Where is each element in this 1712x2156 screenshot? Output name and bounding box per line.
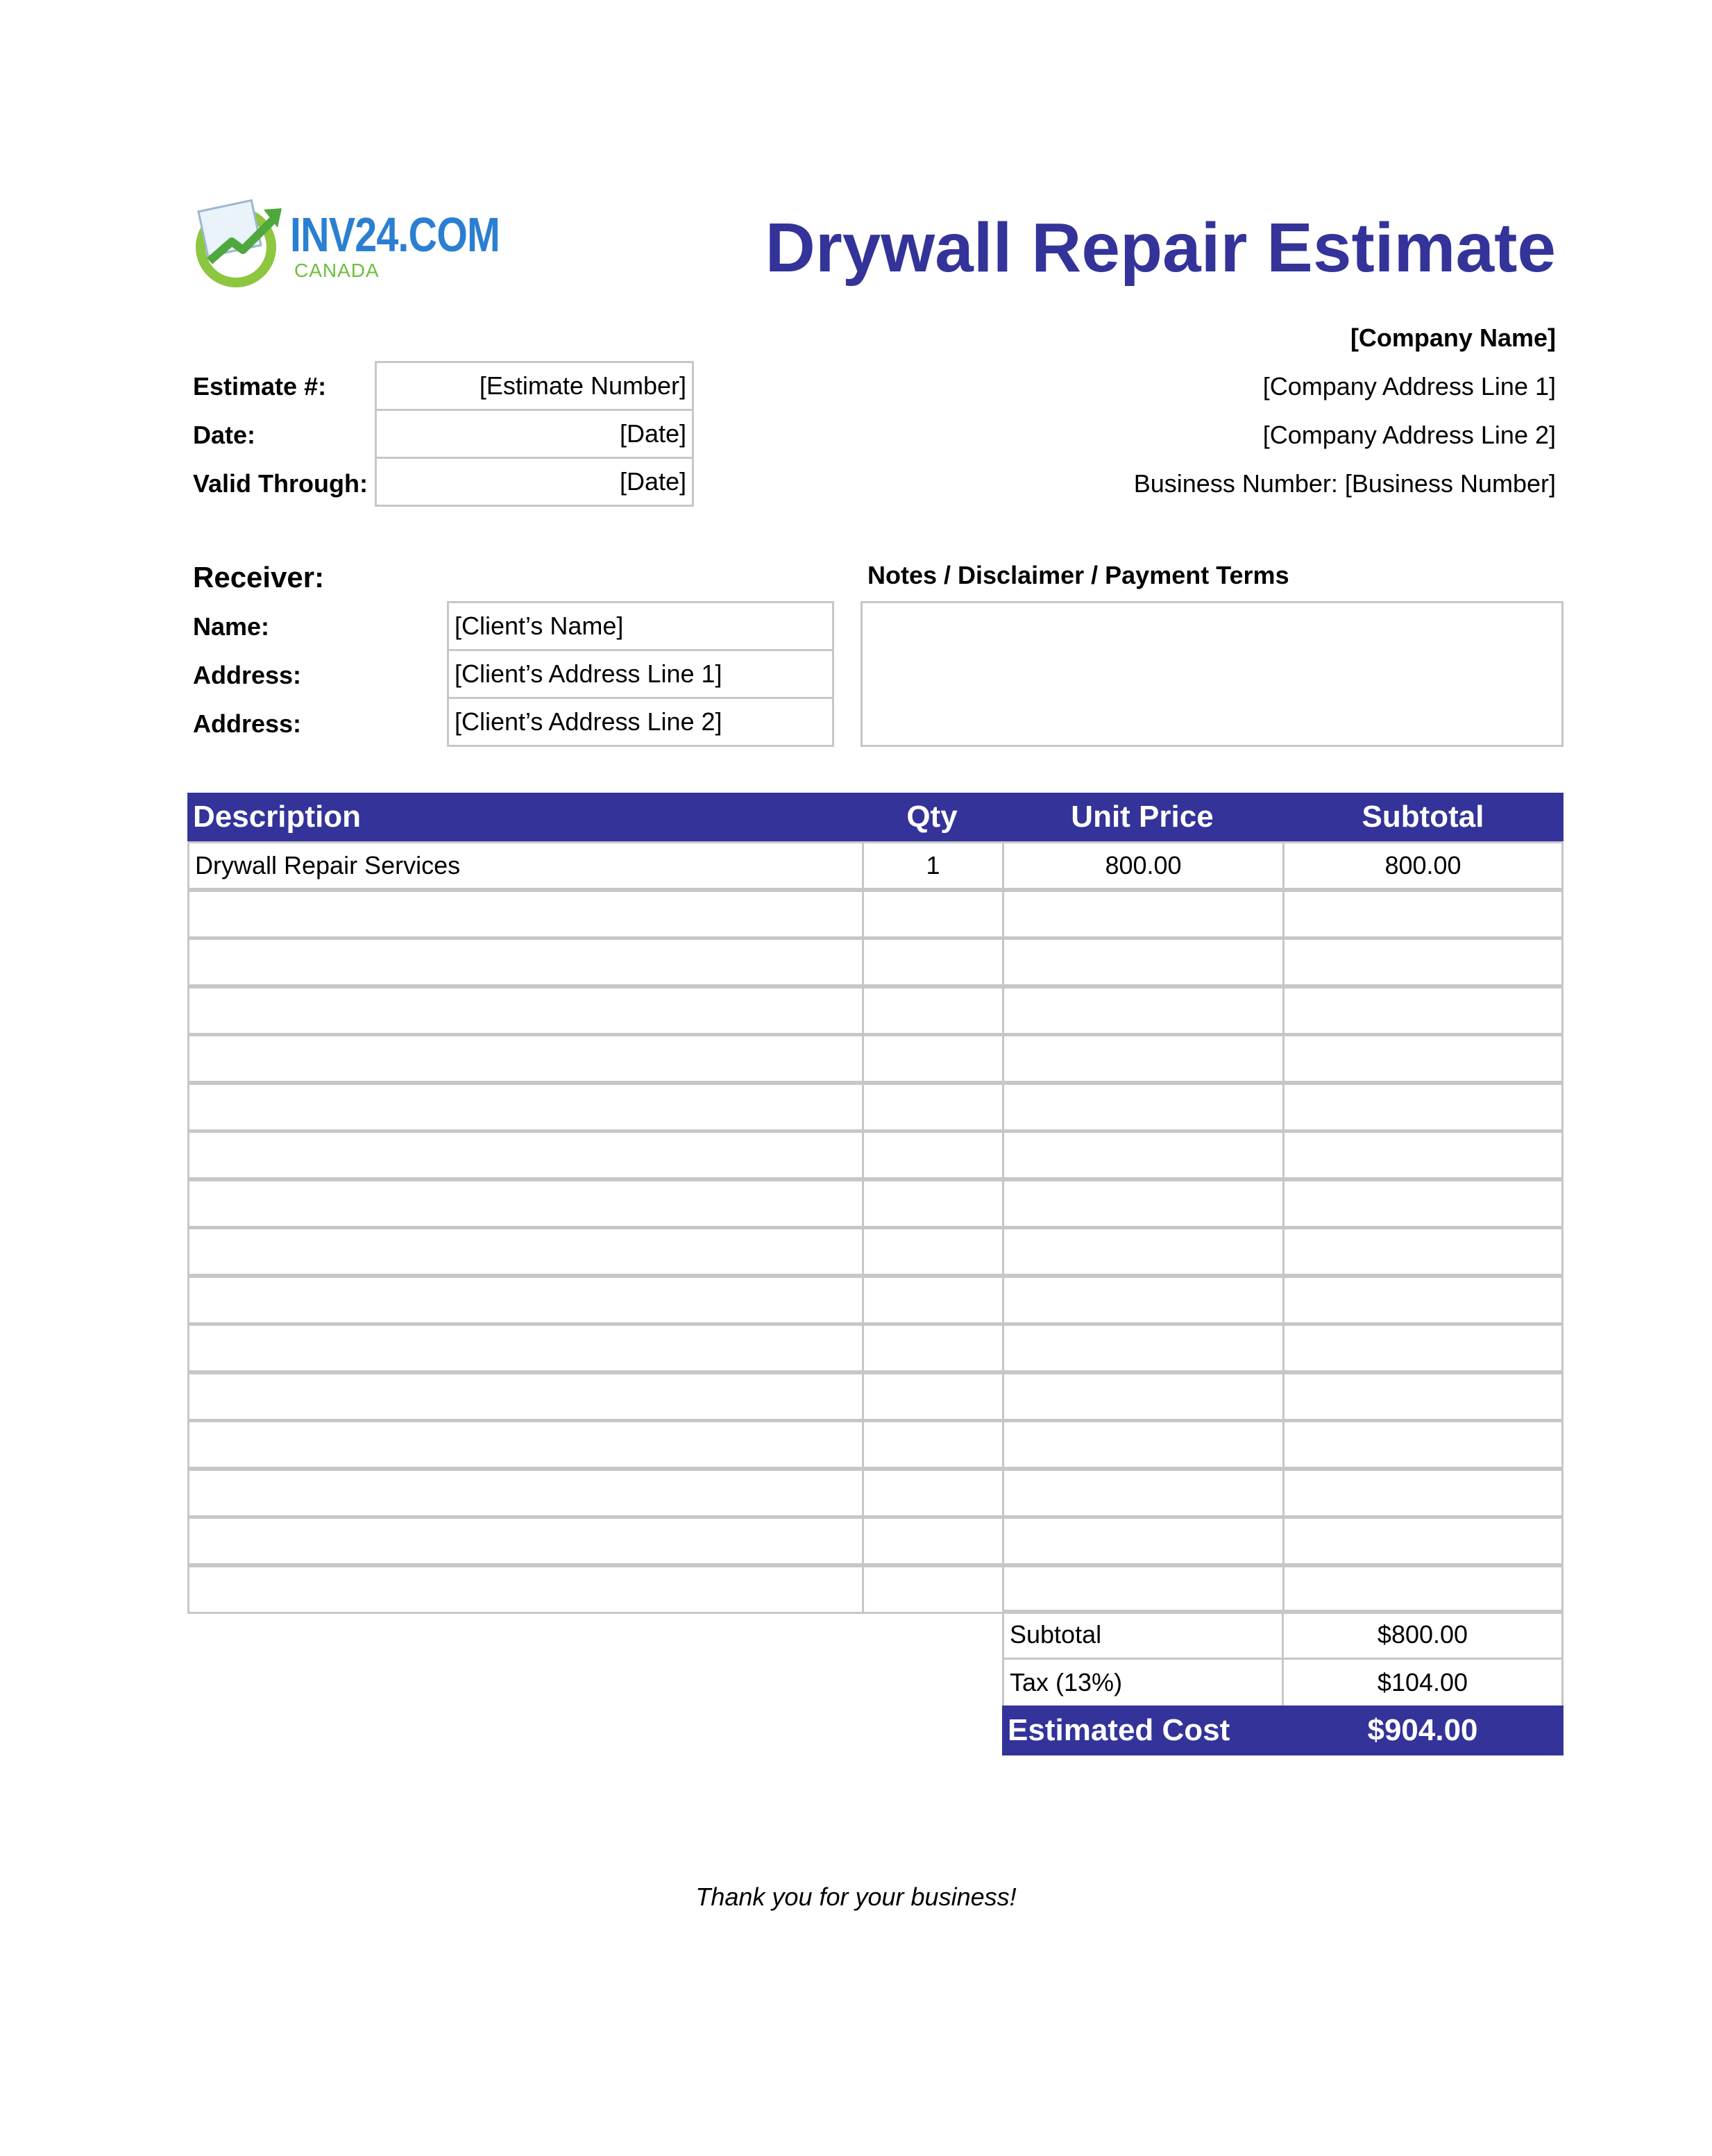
cell-unit-price[interactable] (1002, 1517, 1285, 1565)
client-address-2-field[interactable]: [Client’s Address Line 2] (447, 697, 834, 747)
table-row (187, 938, 1563, 986)
cell-qty[interactable] (862, 1276, 1004, 1324)
cell-qty[interactable] (862, 1034, 1004, 1083)
valid-through-label: Valid Through: (193, 469, 368, 498)
cell-subtotal[interactable] (1282, 986, 1563, 1035)
client-address-1-label: Address: (193, 661, 302, 689)
cell-unit-price[interactable] (1002, 1420, 1285, 1469)
cell-description[interactable] (187, 938, 864, 986)
cell-unit-price[interactable] (1002, 1227, 1285, 1276)
cell-qty[interactable] (862, 1469, 1004, 1517)
cell-description[interactable]: Drywall Repair Services (187, 841, 864, 890)
cell-qty[interactable] (862, 1420, 1004, 1469)
cell-qty[interactable] (862, 890, 1004, 938)
table-row (187, 1227, 1563, 1275)
cell-subtotal[interactable] (1282, 1324, 1563, 1372)
cell-subtotal[interactable] (1282, 938, 1563, 986)
company-address-2: [Company Address Line 2] (1262, 421, 1556, 449)
table-row (187, 1469, 1563, 1517)
cell-subtotal[interactable] (1282, 1179, 1563, 1228)
page-title: Drywall Repair Estimate (765, 209, 1556, 287)
subtotal-label: Subtotal (1002, 1610, 1284, 1660)
client-address-1-field[interactable]: [Client’s Address Line 1] (447, 649, 834, 699)
tax-label: Tax (13%) (1002, 1658, 1284, 1708)
cell-unit-price[interactable] (1002, 1179, 1285, 1228)
cell-description[interactable] (187, 1517, 864, 1565)
cell-qty[interactable] (862, 986, 1004, 1035)
estimated-cost-label: Estimated Cost (1008, 1713, 1230, 1747)
cell-unit-price[interactable] (1002, 1276, 1285, 1324)
table-row (187, 1420, 1563, 1468)
cell-description[interactable] (187, 1276, 864, 1324)
table-row (187, 1324, 1563, 1372)
cell-description[interactable] (187, 1179, 864, 1228)
cell-unit-price[interactable] (1002, 890, 1285, 938)
estimate-number-label: Estimate #: (193, 372, 327, 401)
cell-unit-price[interactable] (1002, 1131, 1285, 1179)
cell-subtotal[interactable] (1282, 1565, 1563, 1614)
cell-unit-price[interactable] (1002, 938, 1285, 986)
cell-description[interactable] (187, 1083, 864, 1131)
estimate-number-field[interactable]: [Estimate Number] (375, 361, 694, 411)
logo-subtext: CANADA (294, 260, 380, 281)
cell-unit-price[interactable] (1002, 1565, 1285, 1614)
cell-qty[interactable] (862, 1131, 1004, 1179)
table-row (187, 890, 1563, 938)
cell-description[interactable] (187, 1131, 864, 1179)
date-field[interactable]: [Date] (375, 409, 694, 459)
business-number: Business Number: [Business Number] (1133, 469, 1556, 498)
cell-description[interactable] (187, 890, 864, 938)
cell-description[interactable] (187, 986, 864, 1035)
cell-qty[interactable] (862, 1227, 1004, 1276)
cell-unit-price[interactable] (1002, 1034, 1285, 1083)
table-row (187, 1565, 1563, 1613)
header-description: Description (193, 800, 362, 834)
cell-unit-price[interactable] (1002, 1083, 1285, 1131)
client-name-field[interactable]: [Client’s Name] (447, 601, 834, 651)
cell-description[interactable] (187, 1420, 864, 1469)
cell-subtotal[interactable] (1282, 1083, 1563, 1131)
cell-qty[interactable] (862, 1179, 1004, 1228)
cell-description[interactable] (187, 1324, 864, 1372)
company-logo (189, 193, 286, 290)
cell-qty[interactable] (862, 1372, 1004, 1421)
table-row (187, 986, 1563, 1034)
table-row (187, 1276, 1563, 1324)
client-address-2-label: Address: (193, 709, 302, 738)
valid-through-field[interactable]: [Date] (375, 457, 694, 507)
cell-description[interactable] (187, 1034, 864, 1083)
cell-qty[interactable]: 1 (862, 841, 1004, 890)
cell-unit-price[interactable] (1002, 1469, 1285, 1517)
client-name-label: Name: (193, 612, 270, 641)
header-unit-price: Unit Price (1071, 800, 1214, 834)
table-row (187, 1083, 1563, 1131)
cell-unit-price[interactable] (1002, 1372, 1285, 1421)
estimated-cost-row (1002, 1706, 1563, 1755)
cell-subtotal[interactable] (1282, 1420, 1563, 1469)
cell-subtotal[interactable] (1282, 1227, 1563, 1276)
table-row (187, 841, 1563, 889)
thank-you-note: Thank you for your business! (695, 1883, 1017, 1911)
company-name: [Company Name] (1350, 323, 1556, 352)
cell-subtotal[interactable]: 800.00 (1282, 841, 1563, 890)
logo-chart-icon (189, 193, 286, 290)
cell-subtotal[interactable] (1282, 1469, 1563, 1517)
items-table-header (187, 793, 1563, 841)
notes-textarea[interactable] (861, 601, 1563, 747)
cell-description[interactable] (187, 1469, 864, 1517)
subtotal-value: $800.00 (1282, 1610, 1563, 1660)
table-row (187, 1034, 1563, 1082)
logo-text: INV24.COM (290, 208, 500, 262)
cell-qty[interactable] (862, 938, 1004, 986)
cell-qty[interactable] (862, 1517, 1004, 1565)
cell-qty[interactable] (862, 1083, 1004, 1131)
cell-qty[interactable] (862, 1324, 1004, 1372)
cell-unit-price[interactable]: 800.00 (1002, 841, 1285, 890)
date-label: Date: (193, 421, 256, 449)
cell-unit-price[interactable] (1002, 1324, 1285, 1372)
notes-heading: Notes / Disclaimer / Payment Terms (867, 561, 1289, 589)
cell-description[interactable] (187, 1565, 864, 1614)
cell-unit-price[interactable] (1002, 986, 1285, 1035)
cell-subtotal[interactable] (1282, 1517, 1563, 1565)
tax-value: $104.00 (1282, 1658, 1563, 1708)
receiver-heading: Receiver: (193, 561, 325, 593)
cell-subtotal[interactable] (1282, 1372, 1563, 1421)
company-address-1: [Company Address Line 1] (1262, 372, 1556, 401)
table-row (187, 1179, 1563, 1227)
table-row (187, 1517, 1563, 1565)
table-row (187, 1131, 1563, 1179)
cell-subtotal[interactable] (1282, 1276, 1563, 1324)
header-subtotal: Subtotal (1362, 800, 1484, 834)
table-row (187, 1372, 1563, 1420)
estimated-cost-value: $904.00 (1367, 1713, 1478, 1747)
cell-qty[interactable] (862, 1565, 1004, 1614)
cell-description[interactable] (187, 1372, 864, 1421)
cell-description[interactable] (187, 1227, 864, 1276)
cell-subtotal[interactable] (1282, 1034, 1563, 1083)
header-qty: Qty (906, 800, 958, 834)
cell-subtotal[interactable] (1282, 890, 1563, 938)
cell-subtotal[interactable] (1282, 1131, 1563, 1179)
